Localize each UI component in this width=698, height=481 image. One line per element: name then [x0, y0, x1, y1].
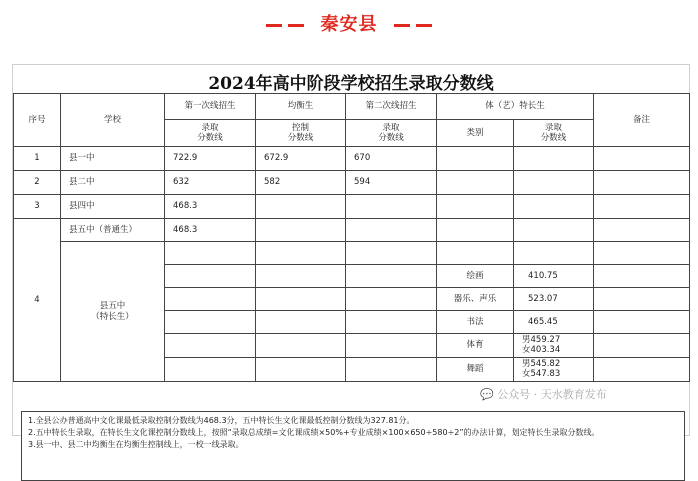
dash-decoration [416, 24, 432, 27]
special-row [14, 242, 690, 265]
empty-cell [594, 311, 690, 334]
second-line-cell: 594 [346, 171, 437, 195]
score-table [13, 93, 690, 382]
school-cell: 县四中 [61, 195, 165, 219]
dash-decoration [266, 24, 282, 27]
category-cell: 书法 [437, 311, 514, 334]
header-special: 体（艺）特长生 [437, 94, 594, 120]
empty-cell [437, 147, 514, 171]
empty-cell [346, 358, 437, 382]
empty-cell [346, 219, 437, 242]
score-cell: 男459.27 女403.34 [514, 334, 594, 358]
empty-cell [346, 242, 437, 265]
empty-cell [346, 265, 437, 288]
dash-decoration [288, 24, 304, 27]
dash-decoration [394, 24, 410, 27]
table-row [14, 171, 690, 195]
subheader-admission: 录取 分数线 [514, 120, 594, 147]
watermark [480, 386, 607, 402]
watermark-text: 公众号 · 天水教育发布 [497, 388, 607, 401]
empty-cell [514, 147, 594, 171]
table-title: 2024年高中阶段学校招生录取分数线 [208, 74, 494, 94]
subheader-admission: 录取 分数线 [165, 120, 256, 147]
empty-cell [594, 288, 690, 311]
score-card [12, 64, 690, 449]
empty-cell [514, 171, 594, 195]
empty-cell [514, 242, 594, 265]
empty-cell [594, 195, 690, 219]
header-school: 学校 [61, 94, 165, 147]
notes-box [21, 411, 685, 481]
empty-cell [256, 334, 346, 358]
seq-cell: 4 [14, 219, 61, 382]
header-second-line: 第二次线招生 [346, 94, 437, 120]
first-line-cell: 468.3 [165, 195, 256, 219]
empty-cell [256, 358, 346, 382]
empty-cell [437, 171, 514, 195]
table-row [14, 195, 690, 219]
empty-cell [437, 242, 514, 265]
empty-cell [437, 195, 514, 219]
header-seq: 序号 [14, 94, 61, 147]
score-cell: 410.75 [514, 265, 594, 288]
seq-cell: 2 [14, 171, 61, 195]
empty-cell [165, 311, 256, 334]
empty-cell [346, 334, 437, 358]
empty-cell [256, 219, 346, 242]
empty-cell [514, 219, 594, 242]
empty-cell [594, 147, 690, 171]
subheader-admission: 录取 分数线 [346, 120, 437, 147]
score-cell: 男545.82 女547.83 [514, 358, 594, 382]
balanced-cell: 582 [256, 171, 346, 195]
school-cell: 县一中 [61, 147, 165, 171]
empty-cell [256, 195, 346, 219]
school-cell-special: 县五中 （特长生） [61, 242, 165, 382]
empty-cell [346, 311, 437, 334]
empty-cell [594, 358, 690, 382]
note-line: 3.县一中、县二中均衡生在均衡生控制线上，一校一线录取。 [28, 440, 244, 449]
category-cell: 舞蹈 [437, 358, 514, 382]
header-balanced: 均衡生 [256, 94, 346, 120]
category-cell: 绘画 [437, 265, 514, 288]
balanced-cell: 672.9 [256, 147, 346, 171]
header-row [14, 94, 690, 120]
empty-cell [594, 171, 690, 195]
first-line-cell: 722.9 [165, 147, 256, 171]
first-line-cell: 468.3 [165, 219, 256, 242]
subheader-category: 类别 [437, 120, 514, 147]
header-first-line: 第一次线招生 [165, 94, 256, 120]
table-row [14, 219, 690, 242]
empty-cell [346, 288, 437, 311]
header-remarks: 备注 [594, 94, 690, 147]
empty-cell [594, 219, 690, 242]
seq-cell: 1 [14, 147, 61, 171]
table-row [14, 147, 690, 171]
empty-cell [594, 242, 690, 265]
first-line-cell: 632 [165, 171, 256, 195]
wechat-icon: 💬 [480, 388, 494, 401]
empty-cell [256, 311, 346, 334]
score-cell: 523.07 [514, 288, 594, 311]
empty-cell [165, 242, 256, 265]
school-cell: 县二中 [61, 171, 165, 195]
empty-cell [514, 195, 594, 219]
empty-cell [165, 358, 256, 382]
school-cell-general: 县五中（普通生） [61, 219, 165, 242]
empty-cell [594, 265, 690, 288]
empty-cell [165, 288, 256, 311]
category-cell: 体育 [437, 334, 514, 358]
second-line-cell: 670 [346, 147, 437, 171]
county-name: 秦安县 [320, 14, 378, 35]
empty-cell [256, 242, 346, 265]
empty-cell [165, 334, 256, 358]
note-line: 1.全县公办普通高中文化课最低录取控制分数线为468.3分，五中特长生文化课最低控制分数线为327.81分。 [28, 416, 415, 425]
subheader-control: 控制 分数线 [256, 120, 346, 147]
empty-cell [165, 265, 256, 288]
empty-cell [594, 334, 690, 358]
empty-cell [256, 288, 346, 311]
score-cell: 465.45 [514, 311, 594, 334]
empty-cell [256, 265, 346, 288]
note-line: 2.五中特长生录取，在特长生文化课控制分数线上，按照“录取总成绩=文化课成绩×50%+专业成绩×100×650÷580÷2”的办法计算，划定特长生录取分数线。 [28, 428, 600, 437]
empty-cell [346, 195, 437, 219]
category-cell: 器乐、声乐 [437, 288, 514, 311]
seq-cell: 3 [14, 195, 61, 219]
county-heading [0, 10, 698, 36]
empty-cell [437, 219, 514, 242]
